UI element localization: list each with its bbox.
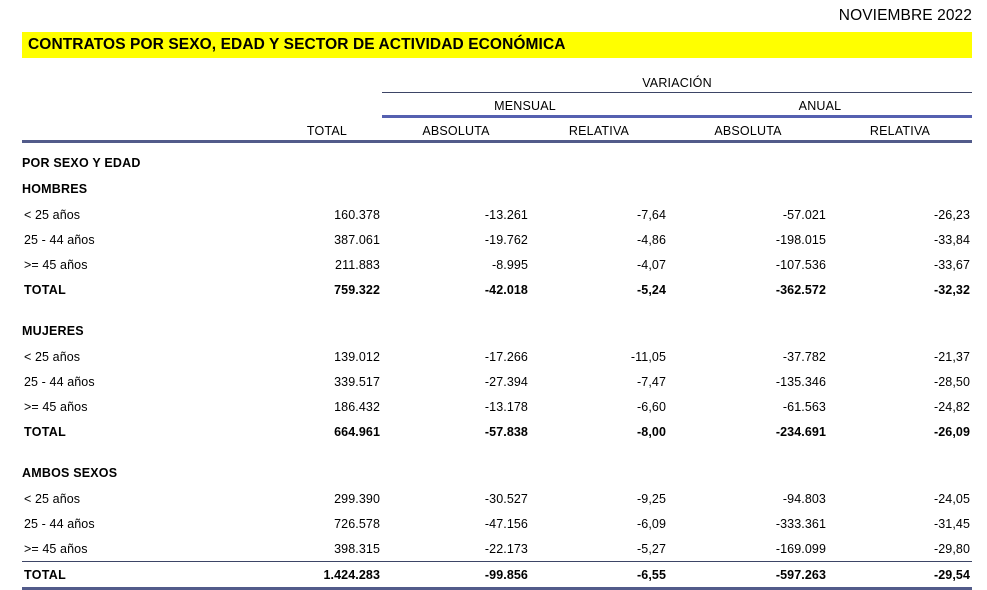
cell-mensual-relativa: -7,47 xyxy=(637,374,666,389)
cell-anual-absoluta: -597.263 xyxy=(775,567,826,582)
cell-total: 759.322 xyxy=(334,282,380,297)
cell-mensual-relativa: -9,25 xyxy=(637,491,666,506)
cell-mensual-absoluta: -8.995 xyxy=(491,257,528,272)
row-label: TOTAL xyxy=(24,567,67,582)
cell-anual-relativa: -29,54 xyxy=(933,567,971,582)
table-row xyxy=(22,227,972,252)
title-banner xyxy=(22,32,972,58)
cell-mensual-relativa: -11,05 xyxy=(630,349,666,364)
cell-anual-absoluta: -234.691 xyxy=(775,424,826,439)
cell-total: 186.432 xyxy=(334,399,380,414)
table-header xyxy=(22,70,972,142)
cell-mensual-absoluta: -27.394 xyxy=(484,374,528,389)
cell-anual-relativa: -31,45 xyxy=(933,516,971,531)
cell-anual-absoluta: -94.803 xyxy=(782,491,826,506)
cell-anual-relativa: -24,05 xyxy=(933,491,971,506)
group-header-mujeres: MUJERES xyxy=(22,324,84,338)
cell-anual-absoluta: -57.021 xyxy=(782,207,826,222)
header-spacer-5 xyxy=(22,117,272,142)
row-label: >= 45 años xyxy=(24,399,88,414)
cell-mensual-relativa: -6,55 xyxy=(637,567,666,582)
column-header-total: TOTAL xyxy=(272,117,382,142)
cell-anual-absoluta: -37.782 xyxy=(782,349,826,364)
period-label: NOVIEMBRE 2022 xyxy=(838,7,972,24)
cell-anual-absoluta: -198.015 xyxy=(775,232,826,247)
cell-mensual-absoluta: -30.527 xyxy=(484,491,528,506)
row-label: TOTAL xyxy=(24,282,67,297)
contracts-table xyxy=(22,70,972,590)
table-row xyxy=(22,394,972,419)
cell-mensual-relativa: -6,09 xyxy=(637,516,666,531)
cell-mensual-relativa: -5,24 xyxy=(637,282,666,297)
cell-mensual-absoluta: -99.856 xyxy=(484,567,528,582)
cell-total: 387.061 xyxy=(334,232,380,247)
cell-anual-absoluta: -135.346 xyxy=(775,374,826,389)
cell-total: 299.390 xyxy=(334,491,380,506)
cell-total: 726.578 xyxy=(334,516,380,531)
row-label: TOTAL xyxy=(24,424,67,439)
column-header-mensual: MENSUAL xyxy=(382,93,668,117)
header-spacer-4 xyxy=(272,93,382,117)
cell-mensual-absoluta: -47.156 xyxy=(484,516,528,531)
rule-cell xyxy=(22,587,972,589)
header-row-subcolumns xyxy=(22,117,972,142)
cell-anual-absoluta: -61.563 xyxy=(782,399,826,414)
cell-total: 139.012 xyxy=(334,349,380,364)
column-header-mensual-absoluta: ABSOLUTA xyxy=(382,117,530,142)
spacer-cell xyxy=(22,142,972,151)
row-label: < 25 años xyxy=(24,491,81,506)
cell-anual-absoluta: -169.099 xyxy=(775,541,826,556)
table-row xyxy=(22,252,972,277)
cell-mensual-absoluta: -22.173 xyxy=(484,541,528,556)
group-gap xyxy=(22,444,972,460)
group-header-ambos-sexos: AMBOS SEXOS xyxy=(22,466,118,480)
section-title-row xyxy=(22,150,972,176)
table-row-total xyxy=(22,277,972,302)
section-title: POR SEXO Y EDAD xyxy=(22,156,141,170)
table-row-total xyxy=(22,419,972,444)
grand-total-bottom-rule xyxy=(22,587,972,589)
cell-mensual-relativa: -6,60 xyxy=(637,399,666,414)
cell-total: 211.883 xyxy=(335,257,380,272)
column-header-anual-absoluta: ABSOLUTA xyxy=(668,117,828,142)
cell-anual-relativa: -33,67 xyxy=(933,257,971,272)
cell-mensual-absoluta: -42.018 xyxy=(484,282,528,297)
table-row xyxy=(22,202,972,227)
group-header-row xyxy=(22,176,972,202)
table-row xyxy=(22,511,972,536)
column-header-anual-relativa: RELATIVA xyxy=(828,117,972,142)
cell-anual-relativa: -26,09 xyxy=(933,424,971,439)
column-header-variacion: VARIACIÓN xyxy=(382,70,972,93)
cell-mensual-relativa: -8,00 xyxy=(637,424,666,439)
table-row xyxy=(22,536,972,561)
column-header-anual: ANUAL xyxy=(668,93,972,117)
cell-anual-relativa: -24,82 xyxy=(933,399,971,414)
spacer-cell xyxy=(22,302,972,318)
cell-anual-absoluta: -362.572 xyxy=(775,282,826,297)
cell-mensual-relativa: -4,86 xyxy=(637,232,666,247)
header-spacer-1 xyxy=(22,70,272,93)
header-spacer-3 xyxy=(22,93,272,117)
group-gap xyxy=(22,302,972,318)
cell-total: 160.378 xyxy=(334,207,380,222)
group-header-row xyxy=(22,318,972,344)
cell-total: 339.517 xyxy=(334,374,380,389)
header-spacer-2 xyxy=(272,70,382,93)
row-label: < 25 años xyxy=(24,349,81,364)
cell-total: 398.315 xyxy=(334,541,380,556)
column-header-mensual-relativa: RELATIVA xyxy=(530,117,668,142)
cell-mensual-relativa: -7,64 xyxy=(637,207,666,222)
cell-anual-relativa: -26,23 xyxy=(933,207,971,222)
cell-mensual-absoluta: -13.178 xyxy=(484,399,528,414)
spacer-cell xyxy=(22,444,972,460)
group-header-hombres: HOMBRES xyxy=(22,182,88,196)
row-label: 25 - 44 años xyxy=(24,374,95,389)
cell-anual-relativa: -21,37 xyxy=(933,349,971,364)
table-row xyxy=(22,369,972,394)
cell-mensual-absoluta: -57.838 xyxy=(484,424,528,439)
row-label: >= 45 años xyxy=(24,541,88,556)
cell-total: 664.961 xyxy=(334,424,380,439)
cell-anual-absoluta: -333.361 xyxy=(775,516,826,531)
table-row xyxy=(22,486,972,511)
cell-anual-relativa: -33,84 xyxy=(933,232,971,247)
row-label: >= 45 años xyxy=(24,257,88,272)
cell-mensual-absoluta: -13.261 xyxy=(484,207,528,222)
cell-anual-relativa: -28,50 xyxy=(933,374,971,389)
cell-anual-relativa: -29,80 xyxy=(933,541,971,556)
table-body xyxy=(22,142,972,589)
header-row-groups xyxy=(22,93,972,117)
cell-anual-relativa: -32,32 xyxy=(933,282,971,297)
group-header-row xyxy=(22,460,972,486)
cell-total: 1.424.283 xyxy=(323,567,380,582)
table-row-total xyxy=(22,562,972,588)
row-label: 25 - 44 años xyxy=(24,232,95,247)
cell-mensual-relativa: -5,27 xyxy=(637,541,666,556)
cell-anual-absoluta: -107.536 xyxy=(775,257,826,272)
row-label: 25 - 44 años xyxy=(24,516,95,531)
row-label: < 25 años xyxy=(24,207,81,222)
top-spacer xyxy=(22,142,972,151)
cell-mensual-absoluta: -19.762 xyxy=(484,232,528,247)
cell-mensual-absoluta: -17.266 xyxy=(484,349,528,364)
page-title: CONTRATOS POR SEXO, EDAD Y SECTOR DE ACTIVIDAD ECONÓMICA xyxy=(28,36,566,53)
cell-mensual-relativa: -4,07 xyxy=(637,257,666,272)
table-row xyxy=(22,344,972,369)
header-row-variacion xyxy=(22,70,972,93)
